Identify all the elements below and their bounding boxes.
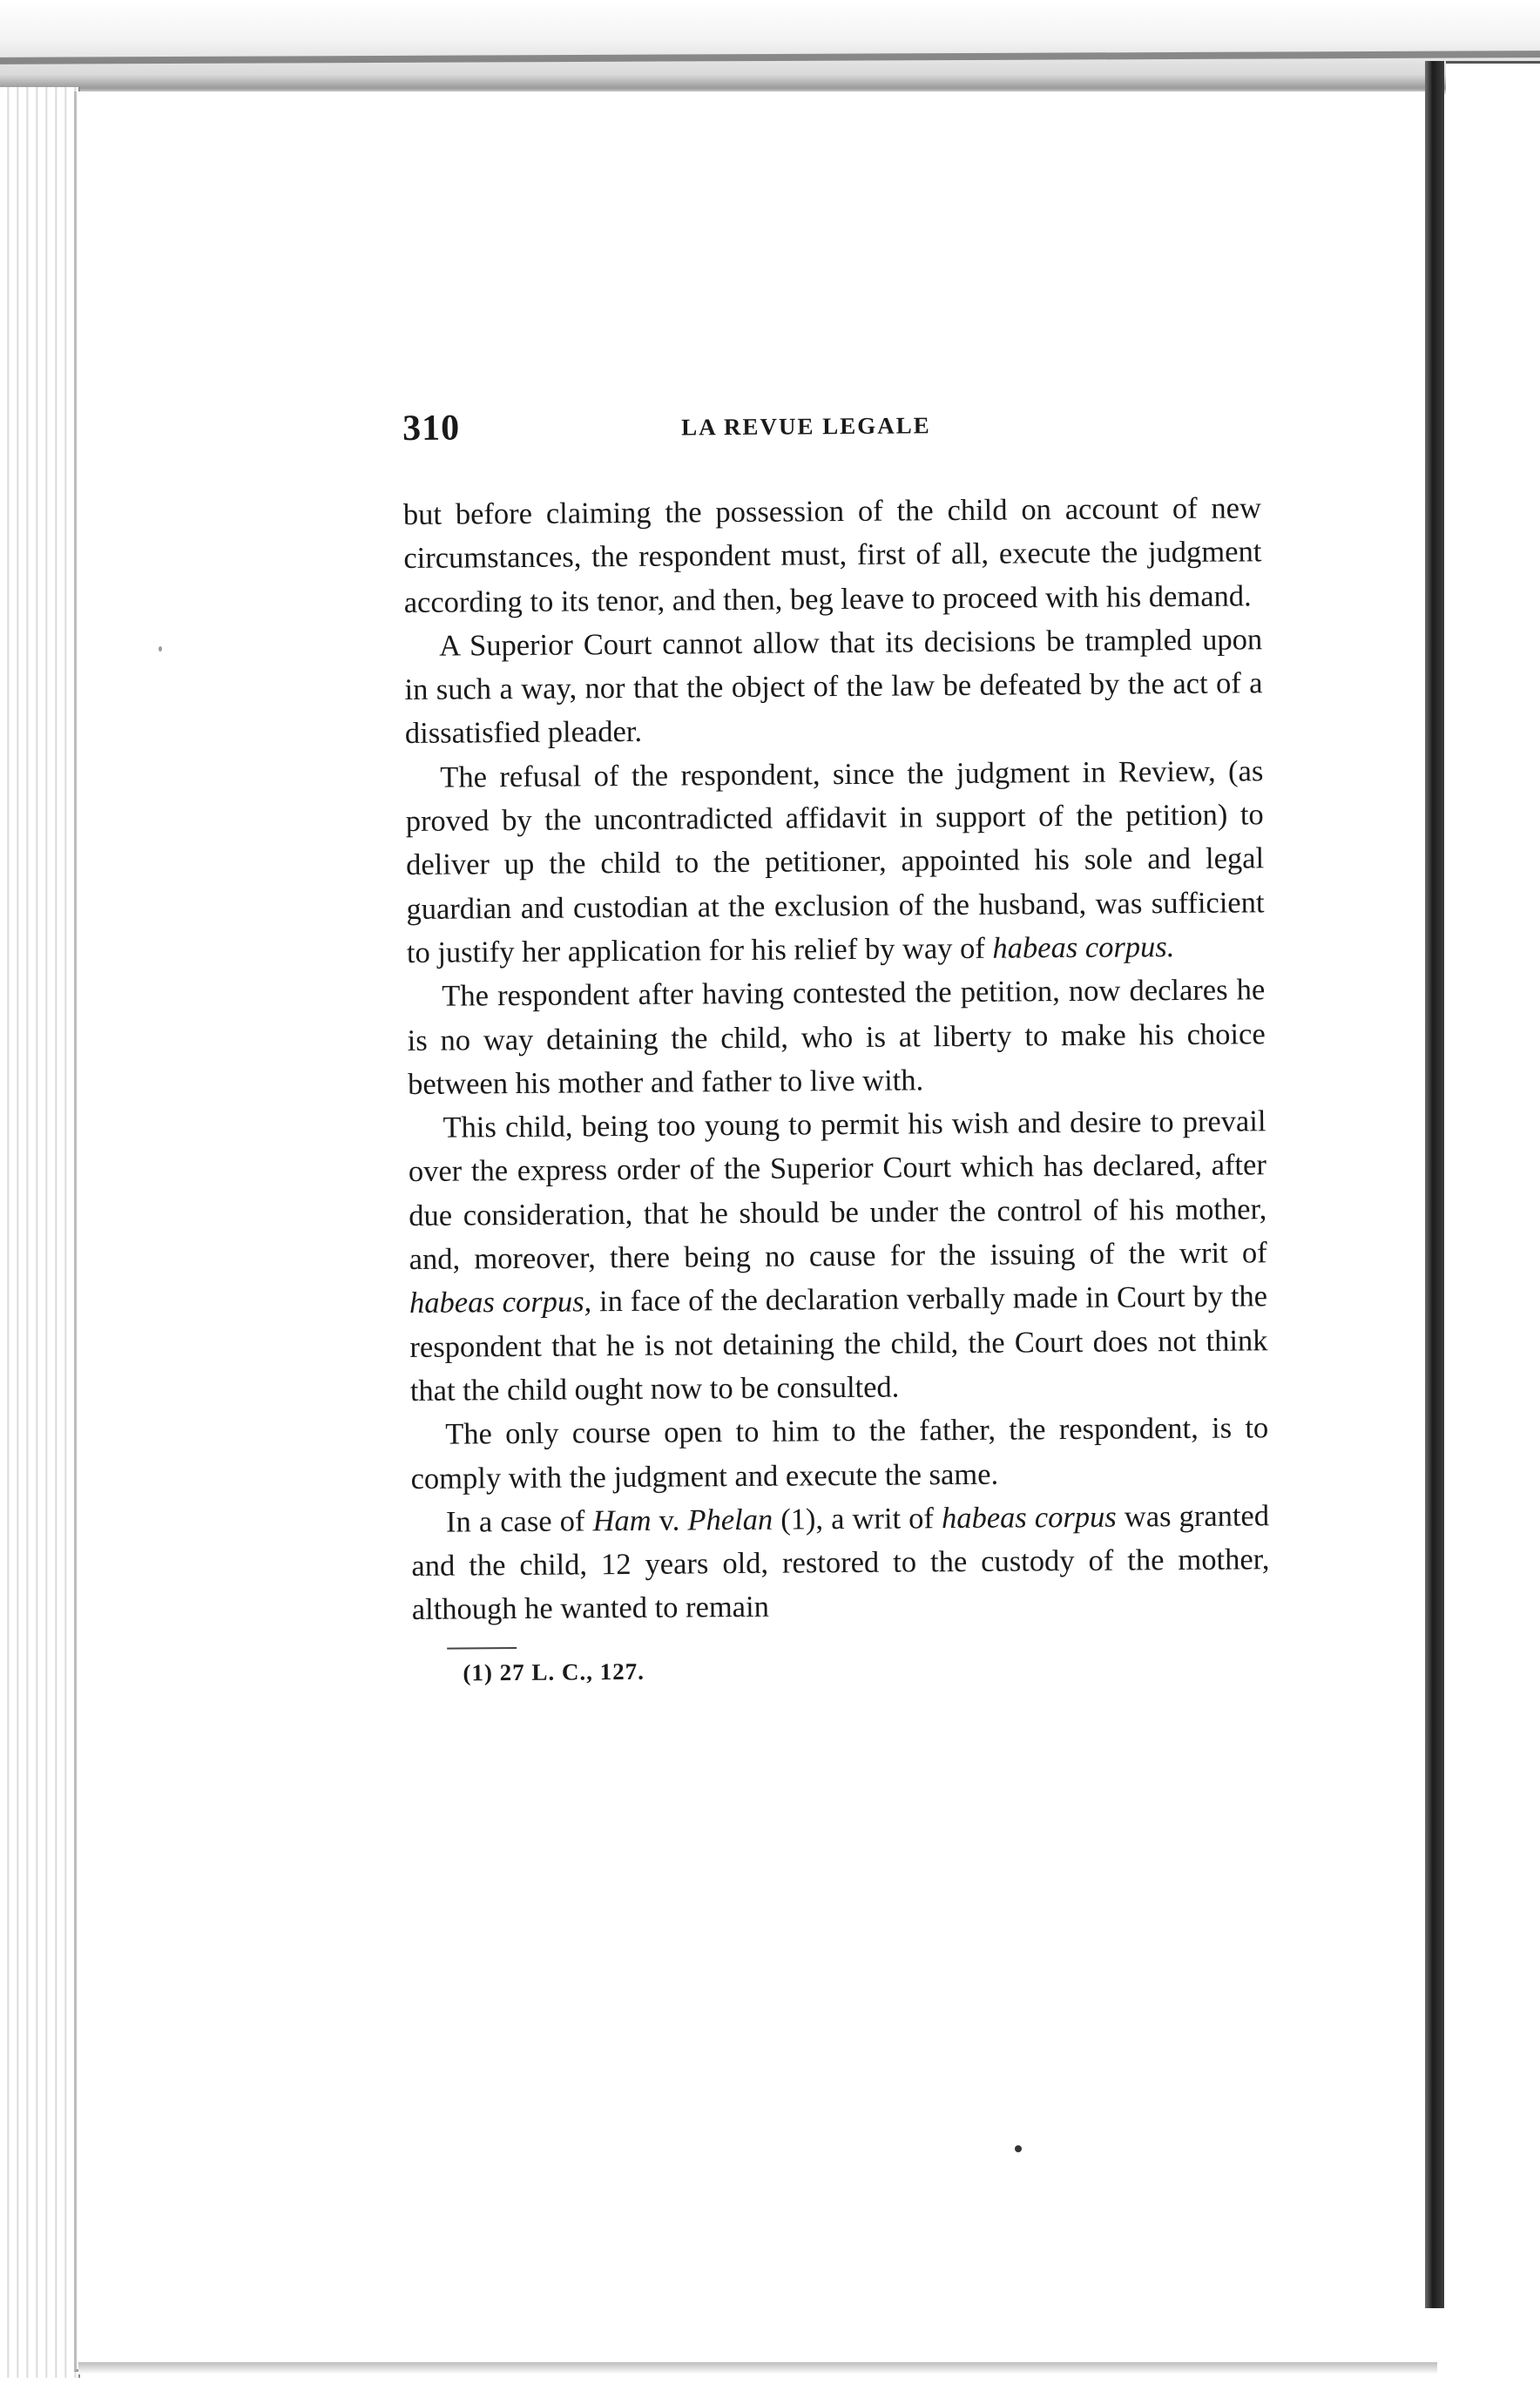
page-text-block xyxy=(402,401,1271,1686)
facing-page-edge xyxy=(1446,61,1540,2293)
paragraph-text: The respondent after having contested the petition, now declares he is no way detaining the child, who is at liberty to make his choice between his mother and father to live with. xyxy=(407,973,1266,1101)
italic-term: habeas corpus xyxy=(941,1500,1117,1536)
italic-term: habeas corpus. xyxy=(992,930,1175,965)
paragraph xyxy=(407,969,1266,1107)
paragraph-text: This child, being too young to permit his wish and desire to prevail over the express order of the Superior Court which has declared, after due consideration, that he should be under the control of his mother, and, moreover, there being no cause for the issuing of the writ of xyxy=(408,1104,1267,1277)
page-number: 310 xyxy=(402,408,461,449)
running-head xyxy=(402,401,1261,469)
paragraph xyxy=(411,1494,1270,1632)
paragraph xyxy=(405,749,1265,975)
paragraph xyxy=(408,1099,1268,1413)
body-text xyxy=(403,486,1270,1631)
scan-bottom-edge xyxy=(78,2362,1437,2374)
scan-speck xyxy=(159,646,162,652)
book-gutter xyxy=(1425,61,1444,2308)
case-party: Phelan xyxy=(687,1502,773,1537)
case-party: Ham xyxy=(592,1503,652,1538)
paragraph xyxy=(410,1406,1269,1500)
paragraph-text: in face of the declaration verbally made in Court by the respondent that he is not detaining the child, the Court does not think that the child ought now to be consulted. xyxy=(409,1280,1268,1408)
scan-top-edge xyxy=(0,0,1540,96)
paragraph xyxy=(403,486,1262,625)
footnote-rule xyxy=(447,1647,517,1650)
paragraph-text: but before claiming the possession of the child on account of new circumstances, the respondent must, first of all, execute the judgment according to its tenor, and then, beg leave to proceed with his demand. xyxy=(402,491,1262,619)
footnote: (1) 27 L. C., 127. xyxy=(463,1658,645,1686)
paragraph-text: In a case of xyxy=(445,1504,593,1539)
scan-speck xyxy=(1015,2145,1022,2152)
running-title: LA REVUE LEGALE xyxy=(681,412,931,441)
paragraph-text: was granted and the child, 12 years old, restored to the custody of the mother, although he wanted to remain xyxy=(411,1499,1270,1627)
paragraph-text: v. xyxy=(651,1503,688,1537)
page-stack-left-edge xyxy=(0,87,80,2378)
paragraph-text: A Superior Court cannot allow that its decisions be trampled upon in such a way, nor that the object of the law be defeated by the act of a dissatisfied pleader. xyxy=(404,623,1263,751)
paragraph-text: The only course open to him to the father, the respondent, is to comply with the judgment and execute the same. xyxy=(410,1411,1269,1496)
paragraph xyxy=(404,618,1263,756)
paragraph-text: (1), a writ of xyxy=(772,1502,942,1536)
paragraph-text: The refusal of the respondent, since the judgment in Review, (as proved by the uncontradicted affidavit in support of the petition) to deliver up the child to the petitioner, appointed his sole and legal guardian and custodian at the exclusion of the husband, was sufficient to justify her application for his relief by way of xyxy=(405,754,1265,969)
italic-term: habeas corpus, xyxy=(409,1285,592,1320)
